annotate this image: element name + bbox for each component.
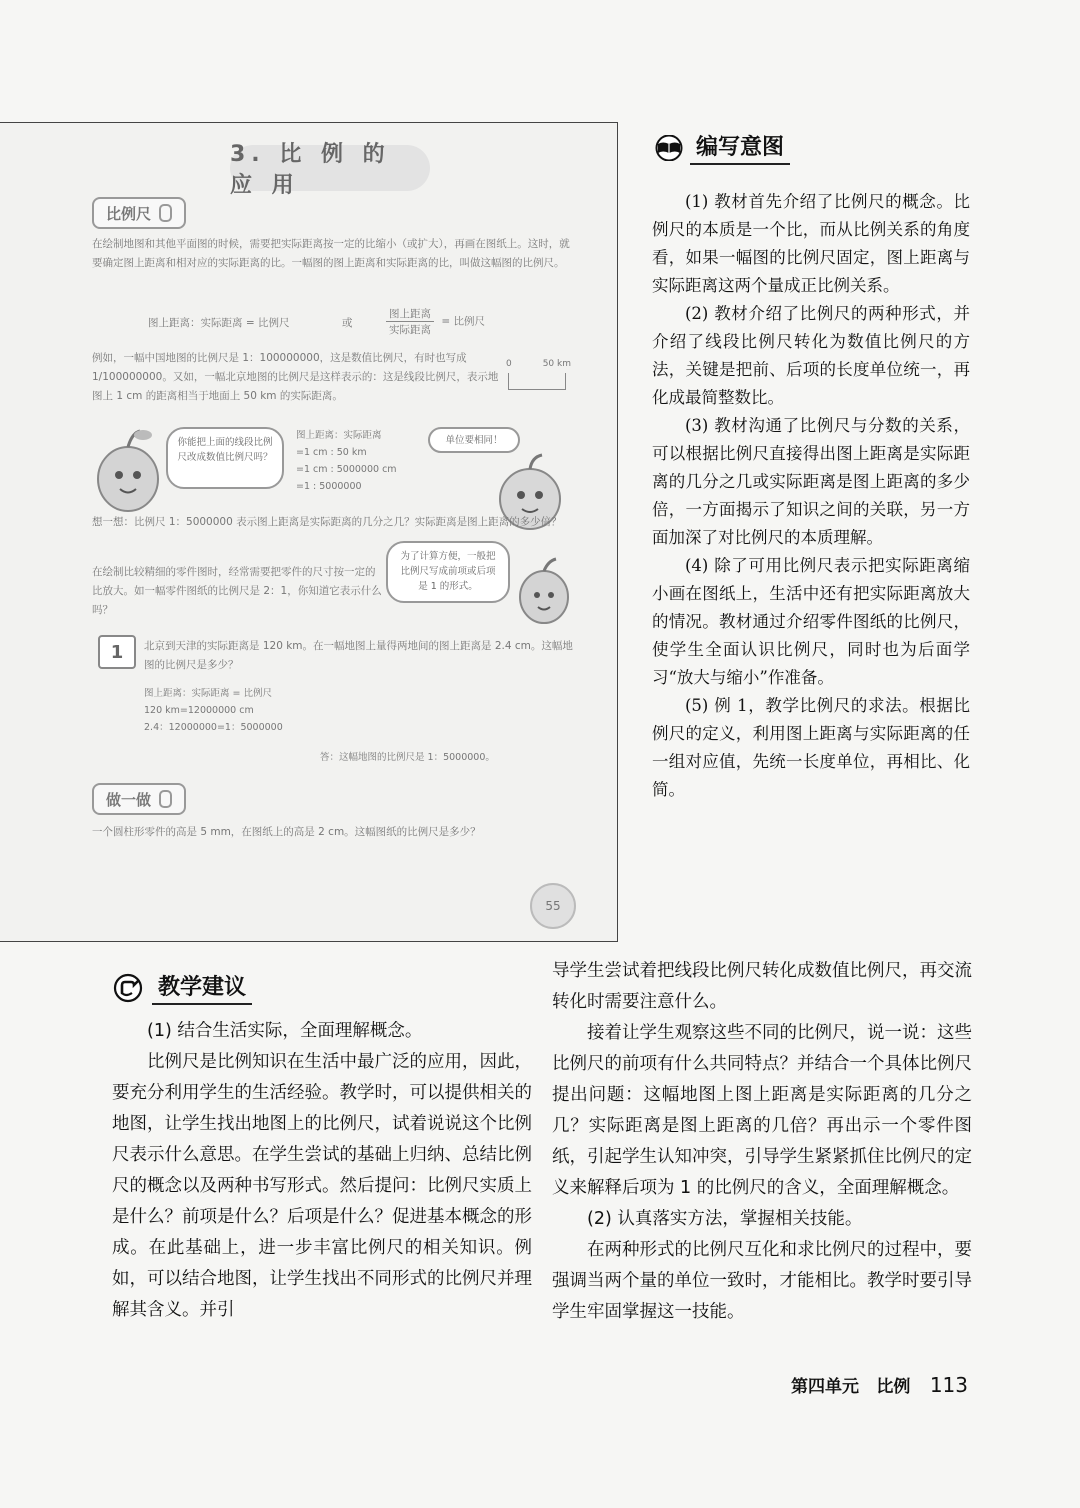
formula-a: 图上距离：实际距离 = 比例尺	[148, 317, 290, 329]
advice-right-paragraph: (2) 认真落实方法，掌握相关技能。	[587, 1209, 863, 1229]
open-book-icon	[652, 135, 686, 161]
bubble-right: 单位要相同！	[428, 427, 520, 453]
example-calc-line: 120 km=12000000 cm	[144, 705, 254, 716]
intent-heading	[652, 130, 790, 165]
bubble-left: 你能把上面的线段比例尺改成数值比例尺吗？	[166, 427, 284, 489]
think-text: 想一想：比例尺 1：5000000 表示图上距离是实际距离的几分之几？实际距离是图上距离的多少倍？	[92, 516, 562, 528]
formula-denominator: 实际距离	[389, 324, 431, 336]
example-answer: 答：这幅地图的比例尺是 1：5000000。	[320, 752, 495, 763]
do-tag	[92, 783, 186, 815]
line-scale-bar	[506, 359, 571, 390]
scale-zero: 0	[506, 359, 512, 369]
calc-line: =1 cm : 5000000 cm	[296, 464, 397, 475]
footer-page-number: 113	[929, 1373, 968, 1397]
intent-paragraph: (3) 教材沟通了比例尺与分数的关系，可以根据比例尺直接得出图上距离是实际距离的几分之几或实际距离是图上距离的多少倍，一方面揭示了知识之间的关联，另一方面加深了对比例尺的本质理解。	[652, 416, 970, 547]
intent-heading-label: 编写意图	[690, 130, 790, 165]
footer-topic: 比例	[876, 1377, 911, 1397]
advice-right-paragraph: 在两种形式的比例尺互化和求比例尺的过程中，要强调当两个量的单位一致时，才能相比。教学时要引导学生牢固掌握这一技能。	[552, 1240, 972, 1322]
advice-left-column	[112, 1016, 532, 1326]
example-calc-line: 2.4：12000000=1：5000000	[144, 722, 283, 733]
textbook-intro: 在绘制地图和其他平面图的时候，需要把实际距离按一定的比缩小（或扩大），再画在图纸上。这时，就要确定图上距离和相对应的实际距离的比。一幅图的图上距离和实际距离的比，叫做这幅图的比例尺。	[92, 238, 570, 269]
advice-right-continuation: 导学生尝试着把线段比例尺转化成数值比例尺，再交流转化时需要注意什么。	[552, 961, 972, 1012]
calc-line: =1 cm : 50 km	[296, 447, 367, 458]
intent-paragraphs	[652, 188, 970, 804]
formula-equals: = 比例尺	[441, 315, 485, 328]
textbook-page-image	[0, 122, 618, 942]
bubble-parts: 为了计算方便，一般把比例尺写成前项或后项是 1 的形式。	[386, 541, 510, 603]
tag-knob-icon	[159, 204, 172, 222]
example-problem: 北京到天津的实际距离是 120 km。在一幅地图上量得两地间的图上距离是 2.4 cm。这幅地图的比例尺是多少？	[144, 640, 573, 671]
tag-knob-icon	[159, 790, 172, 808]
textbook-page-number: 55	[530, 883, 576, 929]
formula-b	[386, 306, 485, 337]
advice-right-paragraph: 接着让学生观察这些不同的比例尺，说一说：这些比例尺的前项有什么共同特点？并结合一个具体比例尺提出问题：这幅地图上图上距离是实际距离的几分之几？实际距离是图上距离的几倍？再出示一个零件图纸，引起学生认知冲突，引导学生紧紧抓住比例尺的定义来解释后项为 1 的比例尺的含义，全面理解概念。	[552, 1023, 972, 1198]
advice-heading	[112, 970, 252, 1005]
intent-paragraph: (2) 教材介绍了比例尺的两种形式，并介绍了线段比例尺转化为数值比例尺的方法，关键是把前、后项的长度单位统一，再化成最简整数比。	[652, 304, 970, 407]
scale-tag-label: 比例尺	[106, 204, 152, 223]
example-text: 例如，一幅中国地图的比例尺是 1：100000000，这是数值比例尺，有时也写成 1/100000000。又如，一幅北京地图的比例尺是这样表示的：这是线段比例尺，表示地图上 1 cm 的距离相当于地面上 50 km 的实际距离。	[92, 352, 499, 402]
footer-unit: 第四单元	[791, 1377, 859, 1397]
intent-paragraph: (1) 教材首先介绍了比例尺的概念。比例尺的本质是一个比，而从比例关系的角度看，如果一幅图的比例尺固定，图上距离与实际距离这两个量成正比例关系。	[652, 192, 970, 295]
formula-or: 或	[342, 317, 353, 329]
do-text: 一个圆柱形零件的高是 5 mm，在图纸上的高是 2 cm。这幅图纸的比例尺是多少？	[92, 826, 481, 838]
advice-left-paragraph: 比例尺是比例知识在生活中最广泛的应用，因此，要充分利用学生的生活经验。教学时，可以提供相关的地图，让学生找出地图上的比例尺，试着说说这个比例尺表示什么意思。在学生尝试的基础上归纳、总结比例尺的概念以及两种书写形式。然后提问：比例尺实质上是什么？前项是什么？后项是什么？促进基本概念的形成。在此基础上，进一步丰富比例尺的相关知识。例如，可以结合地图，让学生找出不同形式的比例尺并理解其含义。并引	[112, 1052, 532, 1320]
example-number-badge: 1	[98, 635, 136, 669]
scale-km: 50 km	[542, 359, 571, 369]
example-calc-line: 图上距离：实际距离 = 比例尺	[144, 688, 272, 699]
intent-paragraph: (4) 除了可用比例尺表示把实际距离缩小画在图纸上，生活中还有把实际距离放大的情况。教材通过介绍零件图纸的比例尺，使学生全面认识比例尺，同时也为后面学习“放大与缩小”作准备。	[652, 556, 970, 687]
parts-text: 在绘制比较精细的零件图时，经常需要把零件的尺寸按一定的比放大。如一幅零件图纸的比例尺是 2：1，你知道它表示什么吗？	[92, 566, 382, 616]
intent-paragraph: (5) 例 1，教学比例尺的求法。根据比例尺的定义，利用图上距离与实际距离的任一组对应值，先统一长度单位，再相比、化简。	[652, 696, 970, 799]
advice-heading-label: 教学建议	[152, 970, 252, 1005]
formula-numerator: 图上距离	[386, 306, 434, 322]
teacher-hand-icon	[112, 973, 148, 1003]
pear-character-icon	[88, 423, 170, 515]
advice-left-paragraph: (1) 结合生活实际，全面理解概念。	[147, 1021, 423, 1041]
calc-lines	[296, 427, 397, 495]
formula-fraction	[386, 306, 434, 337]
calc-line: =1 : 5000000	[296, 481, 362, 492]
textbook-title: 3. 比 例 的 应 用	[230, 145, 430, 191]
scale-tag	[92, 197, 186, 229]
calc-line: 图上距离：实际距离	[296, 430, 382, 441]
example-calc	[144, 685, 283, 736]
advice-right-column	[552, 956, 972, 1328]
pear-character-small-icon	[514, 555, 574, 627]
do-tag-label: 做一做	[106, 790, 152, 809]
page-footer	[791, 1372, 968, 1397]
